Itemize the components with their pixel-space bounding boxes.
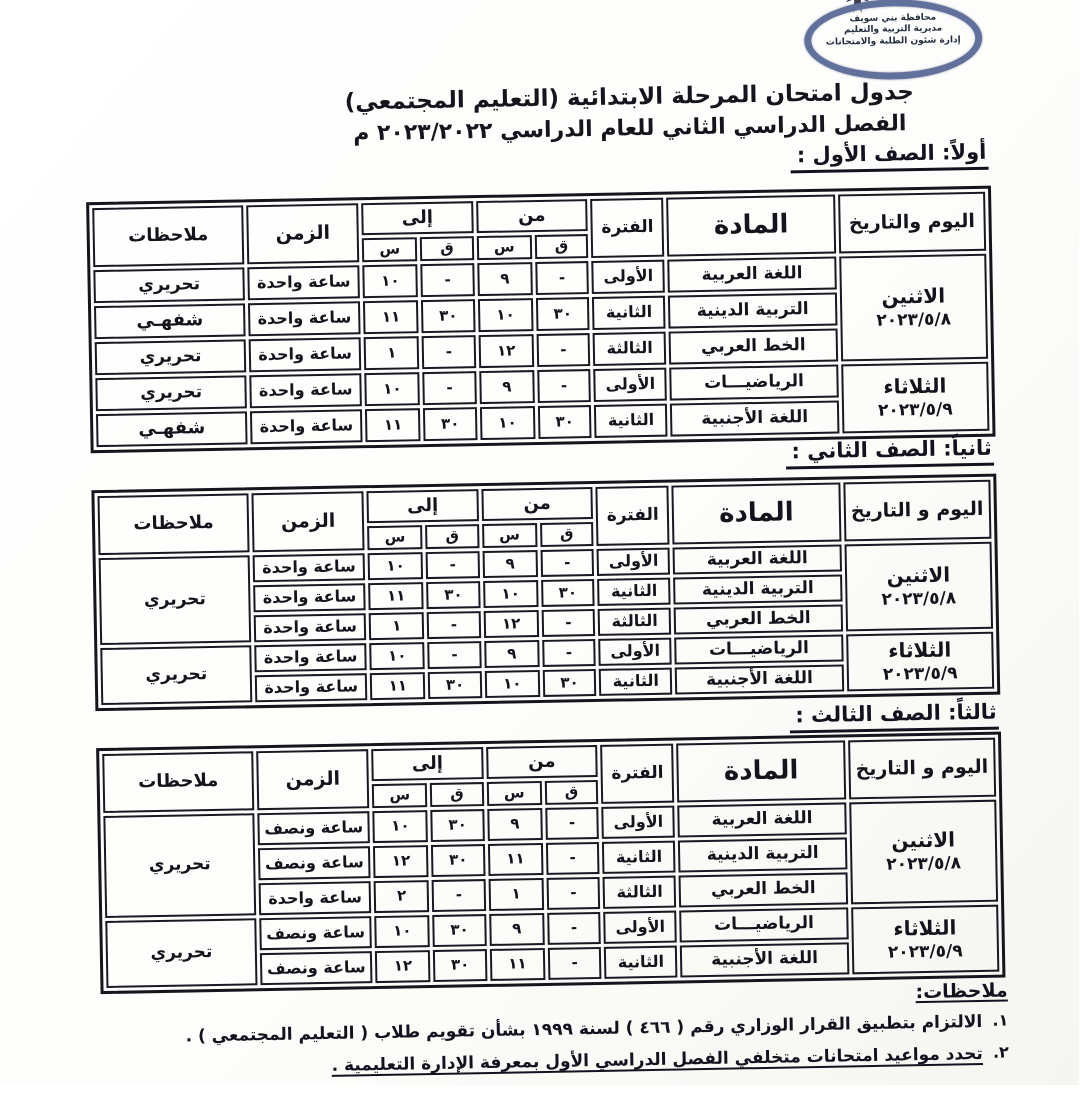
to-minutes-cell: -	[424, 371, 478, 405]
to-minutes-cell: ٣٠	[434, 949, 488, 982]
from-minutes-cell: -	[547, 877, 601, 910]
note-number: ٢.	[984, 1042, 1010, 1061]
exam-schedule-table	[87, 186, 996, 454]
col-header-notes: ملاحظات	[93, 205, 245, 267]
to-hours-cell: ١٠	[365, 372, 421, 406]
period-cell: الثالثة	[594, 332, 668, 366]
subject-cell: اللغة الأجنبية	[676, 664, 845, 694]
period-cell: الثانية	[598, 578, 672, 606]
document-title	[272, 78, 989, 148]
day-date: ٢٠٢٣/٥/٨	[851, 589, 989, 611]
day-date-cell	[842, 362, 991, 434]
duration-cell: ساعة واحدة	[249, 301, 362, 336]
note-text: تحدد مواعيد امتحانات متخلفي الفصل الدراسي الأول بمعرفة الإدارة التعليمية .	[332, 1043, 984, 1078]
duration-cell: ساعة واحدة	[254, 583, 367, 612]
period-cell: الثالثة	[604, 876, 678, 909]
subject-cell: اللغة العربية	[669, 257, 838, 293]
to-minutes-cell: ٣٠	[424, 407, 478, 441]
notes-cell: شفهـي	[97, 411, 249, 447]
to-minutes-cell: ٣٠	[427, 581, 481, 609]
duration-cell: ساعة واحدة	[254, 553, 367, 582]
from-hours-cell: ٩	[483, 550, 539, 578]
col-header-subject: المادة	[673, 482, 842, 544]
col-subheader-hours: س	[373, 783, 429, 808]
from-minutes-cell: -	[548, 912, 602, 945]
grade1-table-container	[87, 186, 996, 454]
to-hours-cell: ١١	[371, 672, 427, 700]
to-hours-cell: ١٠	[370, 642, 426, 670]
period-cell: الأولى	[604, 911, 678, 944]
subject-cell: الخط العربي	[675, 604, 844, 634]
to-minutes-cell: ٣٠	[432, 844, 486, 877]
duration-cell: ساعة ونصف	[260, 916, 373, 950]
subject-cell: اللغة الأجنبية	[681, 942, 850, 977]
subject-cell: التربية الدينية	[674, 574, 843, 604]
col-header-period: الفترة	[597, 486, 671, 546]
duration-cell: ساعة ونصف	[258, 811, 371, 845]
day-date-cell	[852, 905, 1001, 975]
notes-cell: شفهـي	[95, 303, 247, 339]
from-minutes-cell: -	[549, 947, 603, 980]
from-hours-cell: ١٠	[484, 580, 540, 608]
from-minutes-cell: -	[541, 549, 595, 577]
day-date: ٢٠٢٣/٥/٩	[857, 941, 995, 963]
from-minutes-cell: -	[547, 842, 601, 875]
day-name: الثلاثاء	[852, 638, 990, 664]
to-hours-cell: ١١	[364, 300, 420, 334]
seal-line-directorate: مديرية التربية والتعليم	[812, 23, 976, 37]
col-header-from: من	[477, 199, 589, 233]
col-subheader-hours: س	[477, 235, 533, 260]
notes-cell: تحريري	[96, 339, 248, 375]
seal-line-governorate: محافظة بني سويف	[812, 12, 976, 26]
col-header-day-date: اليوم و التاريخ	[849, 738, 997, 800]
from-hours-cell: ١٠	[479, 298, 535, 332]
col-subheader-hours: س	[483, 523, 539, 548]
day-date-cell	[840, 254, 989, 362]
period-cell: الأولى	[602, 806, 676, 839]
day-date-cell	[845, 542, 994, 632]
subject-cell: الرياضيـــات	[681, 907, 850, 942]
seal-text	[812, 12, 977, 49]
col-header-subject: المادة	[668, 195, 837, 257]
notes-cell: تحريري	[96, 375, 248, 411]
notes-cell: تحريري	[94, 267, 246, 303]
to-hours-cell: ١٠	[375, 915, 431, 948]
col-subheader-hours: س	[487, 781, 543, 806]
period-cell: الثالثة	[599, 608, 673, 636]
from-hours-cell: ١٠	[485, 670, 541, 698]
period-cell: الأولى	[594, 368, 668, 402]
subject-cell: التربية الدينية	[669, 293, 838, 329]
from-minutes-cell: -	[543, 639, 597, 667]
from-hours-cell: ٩	[485, 640, 541, 668]
notes-cell: تحريري	[104, 813, 257, 918]
section-heading-grade2: ثانياً: الصف الثاني :	[786, 436, 995, 470]
day-name: الثلاثاء	[857, 915, 995, 941]
notes-cell: تحريري	[106, 918, 258, 988]
from-hours-cell: ٩	[490, 913, 546, 946]
to-hours-cell: ١١	[369, 582, 425, 610]
to-hours-cell: ٢	[375, 880, 431, 913]
footer-notes-heading: ملاحظات:	[916, 979, 1009, 1003]
col-header-notes: ملاحظات	[103, 751, 255, 813]
subject-cell: الرياضيـــات	[676, 634, 845, 664]
note-text: الالتزام بتطبيق القرار الوزاري رقم ( ٤٦٦ ) لسنة ١٩٩٩ بشأن تقويم طلاب ( التعليم المجتمعي ) .	[186, 1011, 983, 1049]
subject-cell: اللغة الأجنبية	[671, 400, 840, 436]
period-cell: الثانية	[605, 946, 679, 979]
to-minutes-cell: ٣٠	[432, 809, 486, 842]
duration-cell: ساعة واحدة	[251, 409, 364, 444]
directorate-seal	[805, 0, 984, 81]
from-minutes-cell: ٣٠	[537, 297, 591, 331]
grade3-table-container	[97, 732, 1006, 995]
to-hours-cell: ١٢	[374, 845, 430, 878]
title-line-2: الفصل الدراسي الثاني للعام الدراسي ٢٠٢٣/٢٠٢٢ م	[273, 110, 989, 148]
from-hours-cell: ١٢	[484, 610, 540, 638]
from-hours-cell: ١	[489, 878, 545, 911]
duration-cell: ساعة واحدة	[255, 613, 368, 642]
seal-line-department: إدارة شئون الطلبة والامتحانات	[812, 34, 976, 48]
to-minutes-cell: -	[429, 641, 483, 669]
day-name: الاثنين	[845, 284, 983, 310]
subject-cell: التربية الدينية	[679, 837, 848, 872]
to-minutes-cell: -	[428, 611, 482, 639]
day-date-cell	[850, 800, 999, 905]
col-subheader-hours: س	[363, 237, 419, 262]
col-subheader-minutes: ق	[541, 522, 595, 547]
col-subheader-minutes: ق	[421, 236, 475, 261]
to-minutes-cell: -	[427, 551, 481, 579]
col-subheader-minutes: ق	[536, 234, 590, 259]
col-header-period: الفترة	[601, 744, 675, 804]
col-header-time: الزمن	[247, 203, 360, 264]
subject-cell: الخط العربي	[680, 872, 849, 907]
period-cell: الثانية	[595, 404, 669, 438]
exam-schedule-table	[97, 732, 1006, 995]
subject-cell: الرياضيـــات	[671, 364, 840, 400]
section-heading-grade3: ثالثاً: الصف الثالث :	[790, 700, 1000, 734]
grade2-table-container	[92, 474, 1001, 712]
period-cell: الثانية	[593, 296, 667, 330]
footer-note-2	[93, 1042, 1010, 1082]
from-minutes-cell: -	[542, 609, 596, 637]
from-minutes-cell: ٣٠	[542, 579, 596, 607]
col-header-notes: ملاحظات	[98, 493, 250, 555]
day-name: الثلاثاء	[847, 374, 985, 400]
to-hours-cell: ١١	[366, 408, 422, 442]
to-hours-cell: ١	[365, 336, 421, 370]
col-header-subject: المادة	[678, 740, 847, 802]
period-cell: الثانية	[603, 841, 677, 874]
col-header-to: إلى	[372, 747, 484, 781]
col-subheader-minutes: ق	[426, 524, 480, 549]
col-header-from: من	[482, 487, 594, 521]
subject-cell: اللغة العربية	[679, 802, 848, 837]
period-cell: الأولى	[598, 548, 672, 576]
from-minutes-cell: -	[537, 333, 591, 367]
title-line-1: جدول امتحان المرحلة الابتدائية (التعليم المجتمعي)	[272, 78, 988, 117]
col-subheader-minutes: ق	[546, 780, 600, 805]
to-minutes-cell: -	[423, 335, 477, 369]
duration-cell: ساعة ونصف	[259, 846, 372, 880]
from-minutes-cell: -	[538, 369, 592, 403]
duration-cell: ساعة واحدة	[256, 673, 369, 702]
to-minutes-cell: ٣٠	[422, 299, 476, 333]
to-hours-cell: ١	[370, 612, 426, 640]
notes-cell: تحريري	[100, 555, 253, 645]
col-header-period: الفترة	[591, 198, 665, 258]
exam-schedule-table	[92, 474, 1001, 712]
col-header-to: إلى	[368, 489, 480, 523]
duration-cell: ساعة واحدة	[248, 265, 361, 300]
duration-cell: ساعة واحدة	[250, 337, 363, 372]
from-hours-cell: ٩	[478, 262, 534, 296]
day-name: الاثنين	[850, 563, 988, 589]
to-minutes-cell: -	[422, 263, 476, 297]
from-hours-cell: ٩	[480, 370, 536, 404]
to-hours-cell: ١٠	[364, 264, 420, 298]
from-hours-cell: ١١	[489, 843, 545, 876]
from-minutes-cell: ٣٠	[539, 405, 593, 439]
to-minutes-cell: ٣٠	[429, 671, 483, 699]
notes-cell: تحريري	[101, 645, 253, 705]
to-hours-cell: ١٢	[376, 950, 432, 983]
period-cell: الأولى	[599, 638, 673, 666]
to-minutes-cell: ٣٠	[434, 914, 488, 947]
to-hours-cell: ١٠	[374, 810, 430, 843]
period-cell: الثانية	[600, 668, 674, 696]
duration-cell: ساعة واحدة	[260, 881, 373, 915]
from-hours-cell: ١٠	[481, 406, 537, 440]
duration-cell: ساعة واحدة	[255, 643, 368, 672]
from-hours-cell: ١١	[491, 948, 547, 981]
col-header-time: الزمن	[253, 491, 366, 552]
col-subheader-minutes: ق	[431, 782, 485, 807]
footer-notes	[92, 979, 1010, 1082]
col-header-to: إلى	[362, 201, 474, 235]
duration-cell: ساعة واحدة	[250, 373, 363, 408]
col-header-day-date: اليوم و التاريخ	[844, 480, 992, 542]
col-subheader-hours: س	[368, 525, 424, 550]
day-date: ٢٠٢٣/٥/٨	[846, 310, 984, 332]
subject-cell: اللغة العربية	[674, 544, 843, 574]
col-header-time: الزمن	[257, 749, 370, 810]
day-date: ٢٠٢٣/٥/٨	[856, 854, 994, 876]
day-name: الاثنين	[855, 828, 993, 854]
note-number: ١.	[983, 1010, 1009, 1029]
to-minutes-cell: -	[433, 879, 487, 912]
from-hours-cell: ١٢	[479, 334, 535, 368]
from-hours-cell: ٩	[488, 808, 544, 841]
day-date: ٢٠٢٣/٥/٩	[847, 400, 985, 422]
col-header-from: من	[487, 745, 599, 779]
section-heading-grade1: أولاً: الصف الأول :	[792, 140, 990, 174]
duration-cell: ساعة ونصف	[261, 951, 374, 985]
day-date-cell	[847, 632, 995, 692]
subject-cell: الخط العربي	[670, 329, 839, 365]
period-cell: الأولى	[592, 260, 666, 294]
from-minutes-cell: ٣٠	[544, 669, 598, 697]
from-minutes-cell: -	[536, 261, 590, 295]
to-hours-cell: ١٠	[369, 552, 425, 580]
col-header-day-date: اليوم والتاريخ	[839, 192, 987, 254]
from-minutes-cell: -	[546, 807, 600, 840]
day-date: ٢٠٢٣/٥/٩	[852, 664, 990, 686]
